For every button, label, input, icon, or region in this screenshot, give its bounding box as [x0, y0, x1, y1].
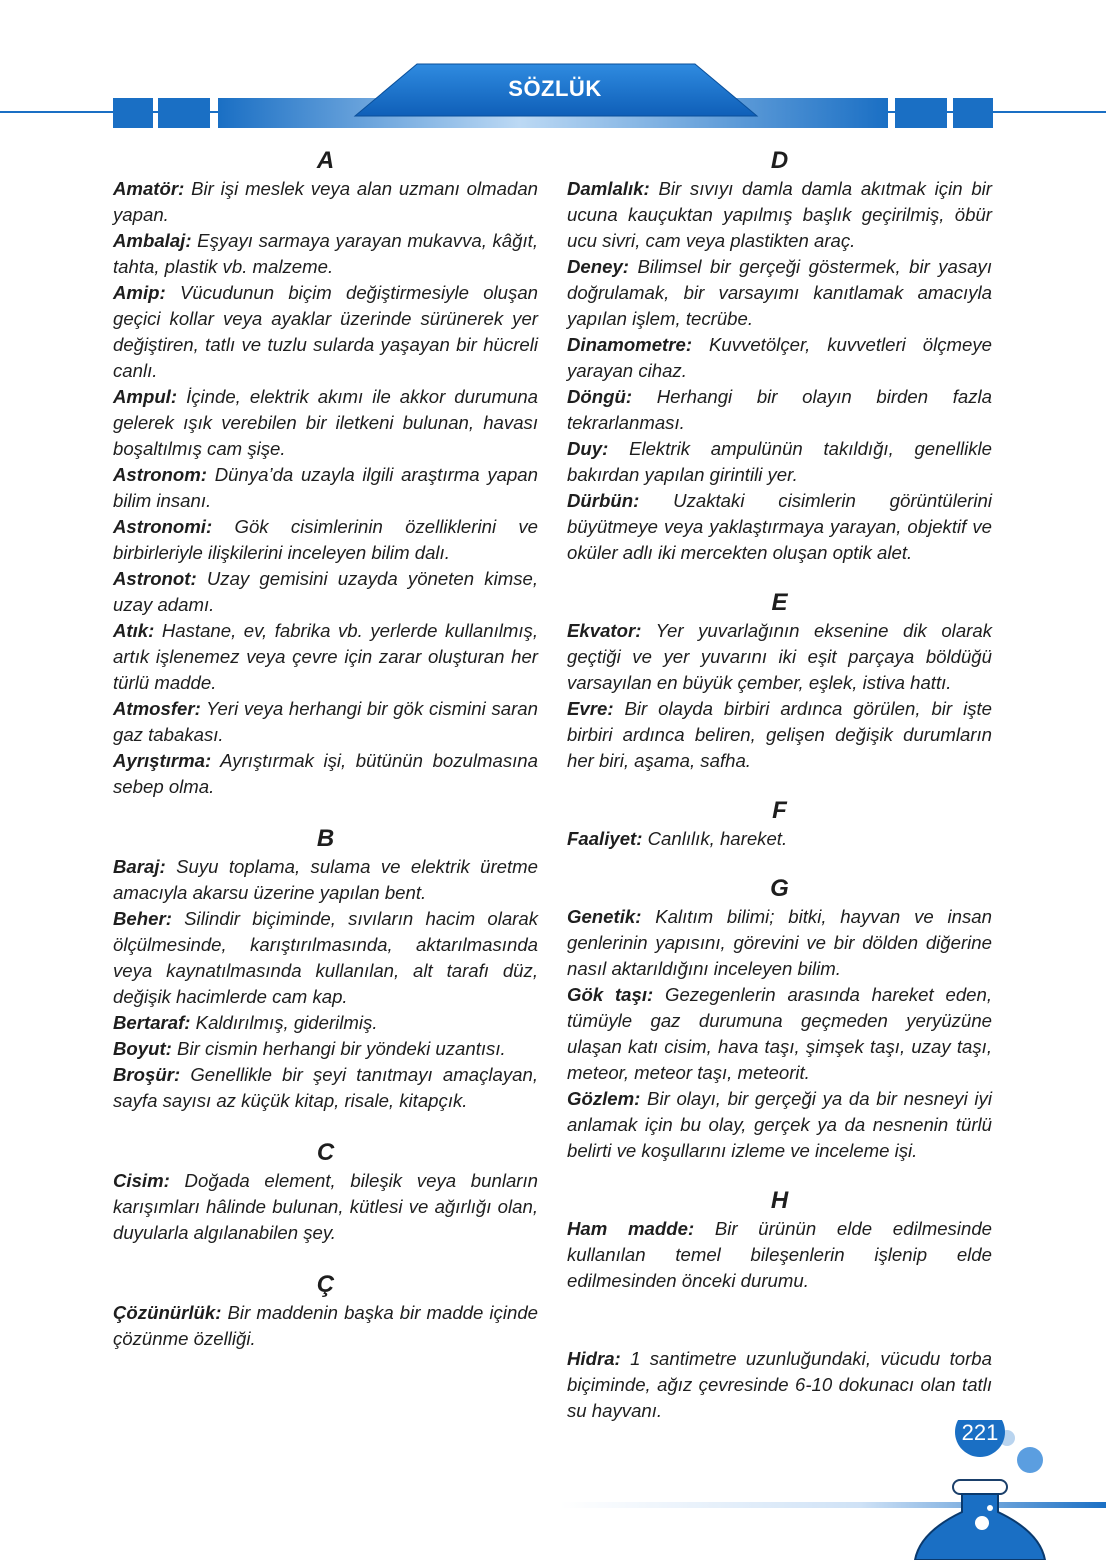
entry-term: Hidra:	[567, 1348, 621, 1369]
entry-definition: Ayrıştırmak işi, bütünün bozulmasına sebep olma.	[113, 750, 538, 797]
glossary-entry	[567, 904, 992, 982]
entry-definition: Gezegenlerin arasında hareket eden, tümüyle gaz durumuna geçmeden yeryüzüne ulaşan katı cisim, hava taşı, şimşek taşı, uzay taşı, meteor, meteor taşı, meteorit.	[567, 984, 993, 1083]
entry-term: Astronom:	[113, 464, 207, 485]
glossary-entry	[113, 1168, 538, 1246]
section-letter: F	[772, 797, 787, 824]
entry-term: Ekvator:	[567, 620, 642, 641]
entry-definition: Bir ürünün elde edilmesinde kullanılan temel bileşenlerin işlenip elde edilmesinden önceki durumu.	[567, 1218, 992, 1291]
entry-term: Faaliyet:	[567, 828, 643, 849]
entry-term: Döngü:	[567, 386, 633, 407]
entry-definition: Uzaktaki cisimlerin görüntülerini büyütmeye veya yaklaştırmaya yarayan, objektif ve oküler adlı iki mercekten oluşan optik alet.	[567, 490, 992, 563]
glossary-entry	[113, 566, 538, 618]
glossary-entry	[567, 384, 992, 436]
entry-definition: Hastane, ev, fabrika vb. yerlerde kullanılmış, artık işlenemez veya çevre için zarar oluşturan her türlü madde.	[113, 620, 538, 693]
header-decoration	[0, 0, 1106, 140]
entry-term: Genetik:	[567, 906, 642, 927]
bubble-medium-icon	[1017, 1447, 1043, 1473]
entry-term: Astronomi:	[113, 516, 213, 537]
section-letter: D	[770, 147, 789, 174]
entry-term: Beher:	[113, 908, 172, 929]
glossary-entry	[113, 854, 538, 906]
entry-definition: Bir maddenin başka bir madde içinde çözünme özelliği.	[113, 1302, 538, 1349]
entry-term: Astronot:	[113, 568, 197, 589]
entry-term: Baraj:	[113, 856, 166, 877]
entry-definition: Bilimsel bir gerçeği göstermek, bir yasayı doğrulamak, bir varsayımı kanıtlamak amacıyla yapılan işlem, tecrübe.	[567, 256, 992, 329]
entry-definition: Genellikle bir şeyi tanıtmayı amaçlayan, sayfa sayısı az küçük kitap, risale, kitapçık.	[113, 1064, 538, 1111]
entry-definition: Uzay gemisini uzayda yöneten kimse, uzay adamı.	[113, 568, 538, 615]
glossary-section	[567, 1186, 992, 1424]
entry-term: Dinamometre:	[567, 334, 693, 355]
entry-term: Deney:	[567, 256, 630, 277]
section-letter: E	[771, 589, 788, 616]
glossary-section	[113, 1138, 538, 1246]
glossary-entry	[567, 982, 992, 1086]
glossary-section	[567, 874, 992, 1164]
entry-definition: Bir olayda birbiri ardınca görülen, bir işte birbiri ardınca beliren, gelişen değişik durumların her biri, aşama, safha.	[567, 698, 993, 771]
glossary-section	[113, 1270, 538, 1352]
glossary-entry	[113, 618, 538, 696]
section-letter: Ç	[316, 1271, 335, 1298]
glossary-entry	[567, 1346, 992, 1424]
page-title: SÖZLÜK	[508, 76, 602, 101]
glossary-entry	[567, 618, 992, 696]
glossary-section	[567, 588, 992, 774]
section-letter: B	[316, 825, 335, 852]
entry-term: Gözlem:	[567, 1088, 641, 1109]
entry-definition: 1 santimetre uzunluğundaki, vücudu torba biçiminde, ağız çevresinde 6-10 dokunacı olan tatlı su hayvanı.	[567, 1348, 992, 1421]
glossary-entry	[567, 826, 992, 852]
glossary-entry	[113, 906, 538, 1010]
glossary-right-column	[567, 146, 992, 1424]
entry-term: Duy:	[567, 438, 609, 459]
glossary-section	[567, 146, 992, 566]
glossary-section	[113, 824, 538, 1114]
entry-term: Gök taşı:	[567, 984, 654, 1005]
entry-term: Atık:	[113, 620, 155, 641]
glossary-section	[567, 796, 992, 852]
entry-definition: Gök cisimlerinin özelliklerini ve birbirleriyle ilişkilerini inceleyen bilim dalı.	[113, 516, 539, 563]
glossary-entry	[113, 228, 538, 280]
glossary-entry	[567, 488, 992, 566]
glossary-entry	[113, 462, 538, 514]
glossary-entry	[113, 1300, 538, 1352]
entry-definition: Silindir biçiminde, sıvıların hacim olarak ölçülmesinde, karıştırılmasında, aktarılmasında veya kaynatılmasında kullanılan, alt tarafı düz, değişik hacimlerde cam kap.	[113, 908, 538, 1007]
glossary-entry	[113, 1010, 538, 1036]
entry-definition: Eşyayı sarmaya yarayan mukavva, kâğıt, tahta, plastik vb. malzeme.	[113, 230, 538, 277]
glossary-entry	[113, 1036, 538, 1062]
glossary-entry	[567, 696, 992, 774]
entry-definition: Elektrik ampulünün takıldığı, genellikle bakırdan yapılan girintili yer.	[567, 438, 992, 485]
section-letter: H	[770, 1187, 789, 1214]
glossary-entry	[567, 436, 992, 488]
entry-definition: Herhangi bir olayın birden fazla tekrarlanması.	[567, 386, 992, 433]
glossary-entry	[113, 384, 538, 462]
entry-definition: Bir cismin herhangi bir yöndeki uzantısı.	[177, 1038, 506, 1059]
entry-term: Dürbün:	[567, 490, 640, 511]
entry-term: Çözünürlük:	[113, 1302, 222, 1323]
entry-definition: İçinde, elektrik akımı ile akkor durumuna gelerek ışık verebilen bir iletkeni bulunan, havası boşaltılmış cam şişe.	[113, 386, 539, 459]
entry-term: Amatör:	[113, 178, 185, 199]
section-letter: G	[770, 875, 789, 902]
entry-definition: Bir sıvıyı damla damla akıtmak için bir ucuna kauçuktan yapılmış başlık geçirilmiş, öbür ucu sivri, cam veya plastikten araç.	[567, 178, 992, 251]
entry-definition: Canlılık, hareket.	[647, 828, 788, 849]
entry-term: Atmosfer:	[113, 698, 201, 719]
entry-definition: Vücudunun biçim değiştirmesiyle oluşan geçici kollar veya ayaklar üzerinde sürünerek yer değiştiren, tatlı ve tuzlu sularda yaşayan bir hücreli canlı.	[113, 282, 539, 381]
glossary-entry	[113, 280, 538, 384]
entry-definition: Kaldırılmış, giderilmiş.	[195, 1012, 378, 1033]
entry-term: Cisim:	[113, 1170, 170, 1191]
entry-term: Boyut:	[113, 1038, 172, 1059]
entry-definition: Kalıtım bilimi; bitki, hayvan ve insan genlerinin yapısını, görevini ve bir dölden diğerine nasıl aktarıldığını inceleyen bilim.	[567, 906, 992, 979]
entry-term: Amip:	[113, 282, 166, 303]
glossary-entry	[567, 332, 992, 384]
entry-definition: Yeri veya herhangi bir gök cismini saran gaz tabakası.	[113, 698, 538, 745]
entry-term: Damlalık:	[567, 178, 650, 199]
entry-term: Ham madde:	[567, 1218, 695, 1239]
entry-definition: Dünya’da uzayla ilgili araştırma yapan bilim insanı.	[113, 464, 538, 511]
glossary-entry	[567, 254, 992, 332]
glossary-entry	[113, 696, 538, 748]
glossary-entry	[113, 176, 538, 228]
entry-definition: Kuvvetölçer, kuvvetleri ölçmeye yarayan cihaz.	[567, 334, 992, 381]
entry-term: Ampul:	[113, 386, 178, 407]
footer-decoration	[0, 1420, 1106, 1560]
glossary-section	[113, 146, 538, 800]
entry-definition: Yer yuvarlağının eksenine dik olarak geçtiği ve yer yuvarını iki eşit parçaya böldüğü varsayılan en büyük çember, eşlek, istiva hattı.	[567, 620, 992, 693]
glossary-entry	[567, 1216, 992, 1294]
glossary-entry	[567, 176, 992, 254]
entry-definition: Doğada element, bileşik veya bunların karışımları hâlinde bulunan, kütlesi ve ağırlığı olan, duyularla algılanabilen şey.	[113, 1170, 538, 1243]
glossary-entry	[113, 748, 538, 800]
entry-definition: Bir olayı, bir gerçeği ya da bir nesneyi iyi anlamak için bu olay, gerçek ya da nesnenin türlü belirti ve koşullarını izleme ve inceleme işi.	[567, 1088, 992, 1161]
entry-definition: Bir işi meslek veya alan uzmanı olmadan yapan.	[113, 178, 539, 225]
section-letter: C	[316, 1139, 335, 1166]
glossary-entry	[113, 514, 538, 566]
entry-term: Ambalaj:	[113, 230, 192, 251]
glossary-entry	[567, 1086, 992, 1164]
entry-term: Broşür:	[113, 1064, 181, 1085]
glossary-entry	[113, 1062, 538, 1114]
entry-term: Bertaraf:	[113, 1012, 191, 1033]
flask-neck-icon	[953, 1480, 1007, 1494]
entry-term: Evre:	[567, 698, 614, 719]
page-number: 221	[961, 1420, 999, 1445]
section-letter: A	[316, 147, 335, 174]
entry-term: Ayrıştırma:	[113, 750, 212, 771]
entry-definition: Suyu toplama, sulama ve elektrik üretme amacıyla akarsu üzerine yapılan bent.	[113, 856, 538, 903]
glossary-left-column	[113, 146, 538, 1352]
